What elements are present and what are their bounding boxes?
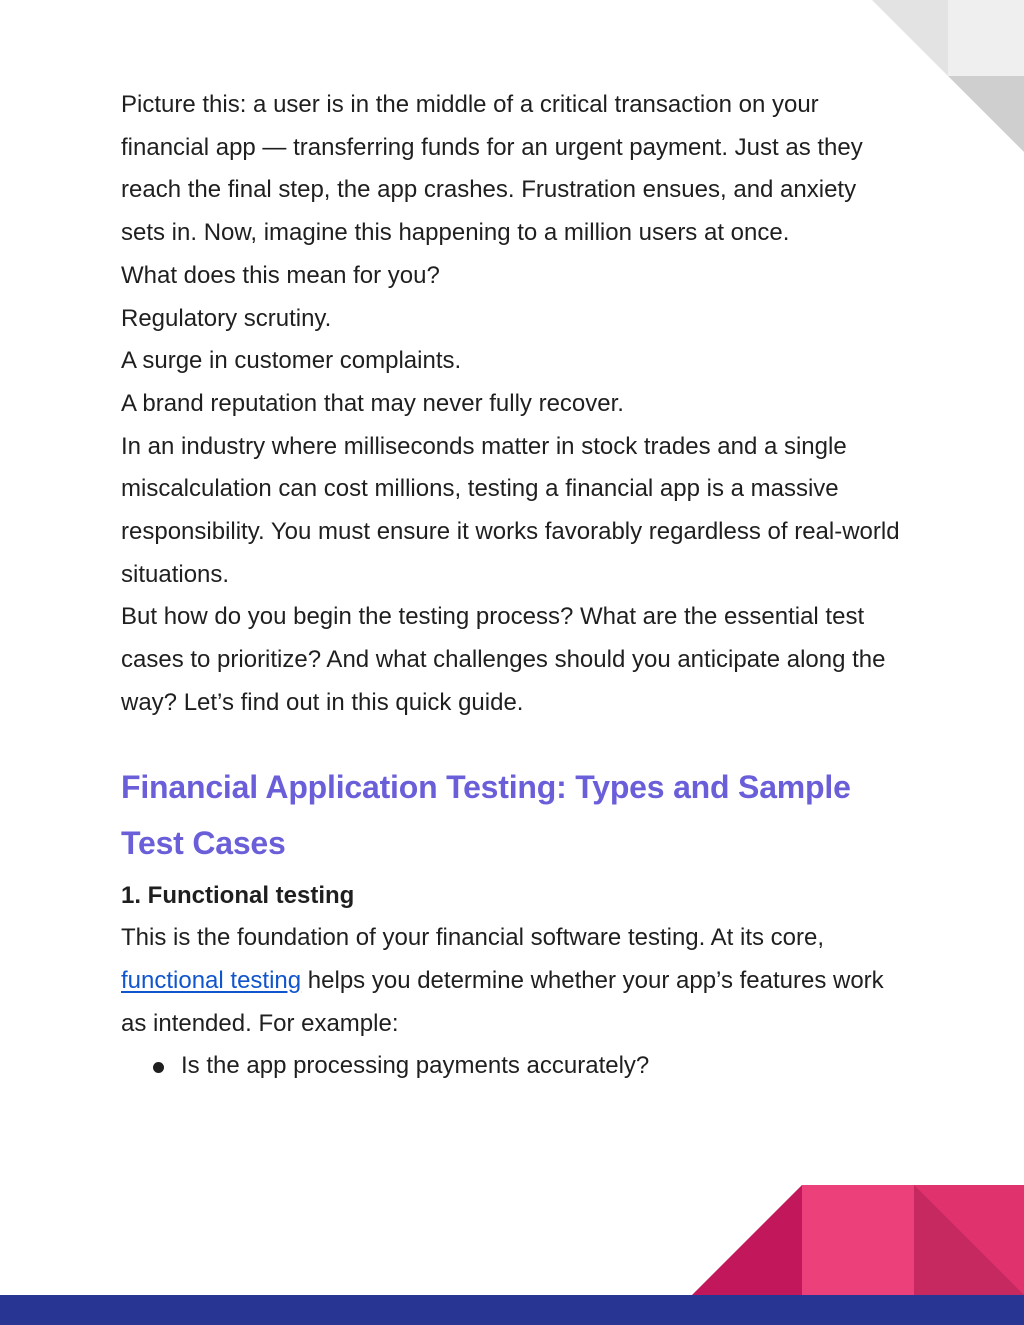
consequence-line-1: Regulatory scrutiny. <box>121 304 332 332</box>
guide-paragraph: But how do you begin the testing process? What are the essential test cases to prioritize? And what challenges should you anticipate along the way? Let’s find out in this quick guide. <box>121 603 886 716</box>
section-heading: Financial Application Testing: Types and Sample Test Cases <box>121 768 851 862</box>
functional-testing-subheading: 1. Functional testing <box>121 881 355 909</box>
bullet-icon <box>153 1062 164 1073</box>
bottom-band <box>0 1295 1024 1325</box>
consequence-line-2: A surge in customer complaints. <box>121 347 462 375</box>
question-line: What does this mean for you? <box>121 261 440 289</box>
functional-testing-paragraph <box>121 917 901 1045</box>
paragraph-text-after-link: helps you determine whether your app’s features work as intended. For example: <box>121 966 884 1037</box>
industry-paragraph: In an industry where milliseconds matter in stock trades and a single miscalculation can cost millions, testing a financial app is a massive responsibility. You must ensure it works favorably regardless of real-world situations. <box>121 432 900 588</box>
paragraph-text-before-link: This is the foundation of your financial software testing. At its core, <box>121 924 825 952</box>
list-item <box>121 1045 901 1088</box>
consequence-line-3: A brand reputation that may never fully recover. <box>121 389 624 417</box>
example-bullet-list <box>121 1045 901 1088</box>
intro-paragraph: Picture this: a user is in the middle of a critical transaction on your financial app — transferring funds for an urgent payment. Just as they reach the final step, the app crashes. Frustration ensues, and anxiety sets in. Now, imagine this happening to a million users at once. <box>121 91 863 247</box>
list-item-text: Is the app processing payments accurately? <box>181 1052 650 1080</box>
corner-decoration-bottom <box>692 1185 1024 1295</box>
document-body <box>121 84 901 1088</box>
functional-testing-link[interactable]: functional testing <box>121 966 302 994</box>
